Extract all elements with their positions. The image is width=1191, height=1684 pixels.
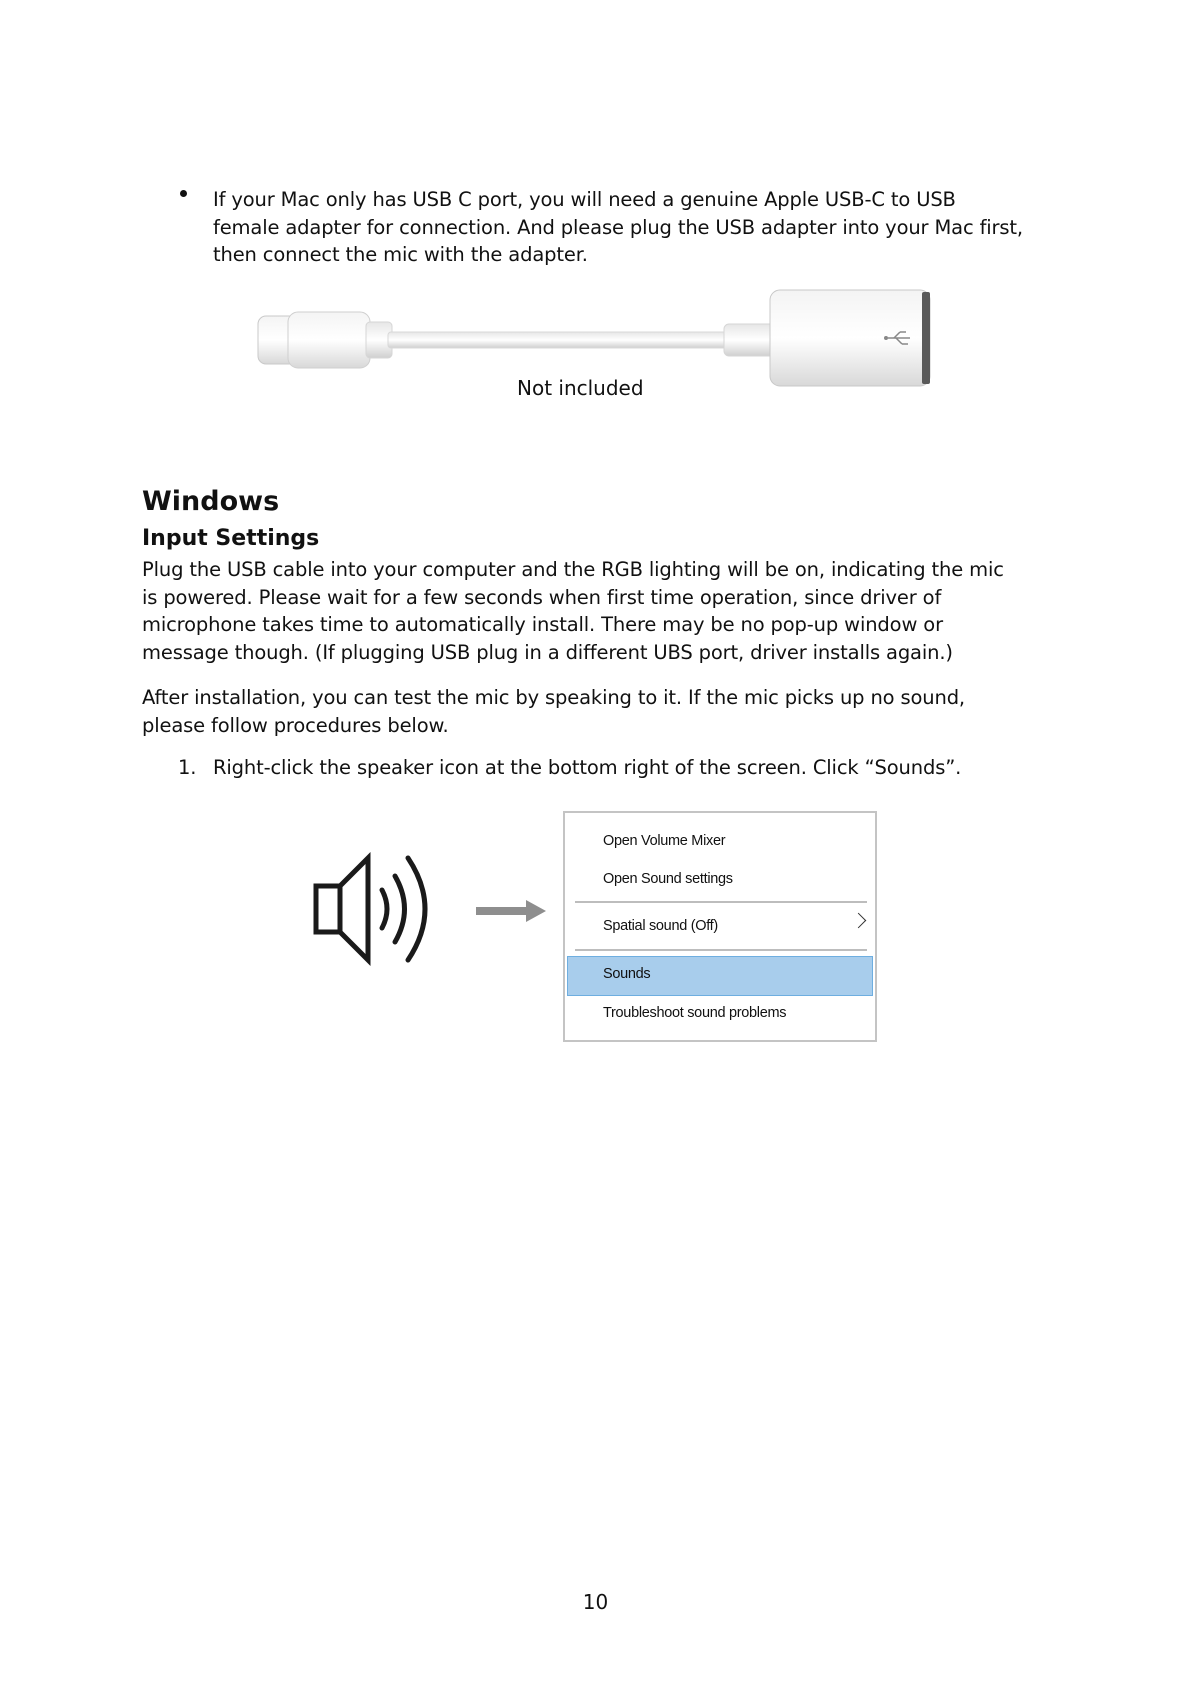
menu-item-sounds[interactable]: Sounds [603, 966, 651, 982]
para-line: microphone takes time to automatically install. There may be no pop-up window or [142, 613, 943, 636]
para-line: Plug the USB cable into your computer and the RGB lighting will be on, indicating the mic [142, 558, 1004, 581]
bullet-line: If your Mac only has USB C port, you will need a genuine Apple USB-C to USB [213, 188, 956, 211]
bullet-line: then connect the mic with the adapter. [213, 243, 588, 266]
menu-item-open-volume-mixer[interactable]: Open Volume Mixer [603, 833, 726, 849]
para-line: After installation, you can test the mic by speaking to it. If the mic picks up no sound, [142, 686, 965, 709]
para-line: message though. (If plugging USB plug in a different UBS port, driver installs again.) [142, 640, 953, 664]
para-line: is powered. Please wait for a few seconds when first time operation, since driver of [142, 585, 942, 609]
menu-item-troubleshoot[interactable]: Troubleshoot sound problems [603, 1005, 787, 1021]
body-paragraph [142, 556, 1004, 666]
section-title: Windows [142, 486, 280, 517]
page-number: 10 [582, 1590, 609, 1614]
section-subtitle: Input Settings [142, 526, 320, 551]
figure-caption: Not included [517, 376, 644, 400]
sound-context-menu [563, 811, 877, 1042]
bullet-line: female adapter for connection. And please plug the USB adapter into your Mac first, [213, 215, 1023, 239]
step-number: 1. [178, 756, 197, 779]
arrow-right-icon [476, 898, 548, 924]
menu-item-open-sound-settings[interactable]: Open Sound settings [603, 871, 733, 887]
chevron-right-icon [851, 913, 867, 929]
bullet-marker [180, 190, 187, 197]
speaker-icon [312, 850, 452, 970]
body-paragraph [142, 684, 965, 739]
menu-separator [575, 901, 867, 903]
bullet-paragraph [213, 186, 1023, 269]
menu-separator [575, 949, 867, 951]
step-text: Right-click the speaker icon at the bottom right of the screen. Click “Sounds”. [213, 756, 962, 779]
para-line: please follow procedures below. [142, 713, 449, 737]
menu-item-spatial-sound[interactable]: Spatial sound (Off) [603, 918, 718, 934]
